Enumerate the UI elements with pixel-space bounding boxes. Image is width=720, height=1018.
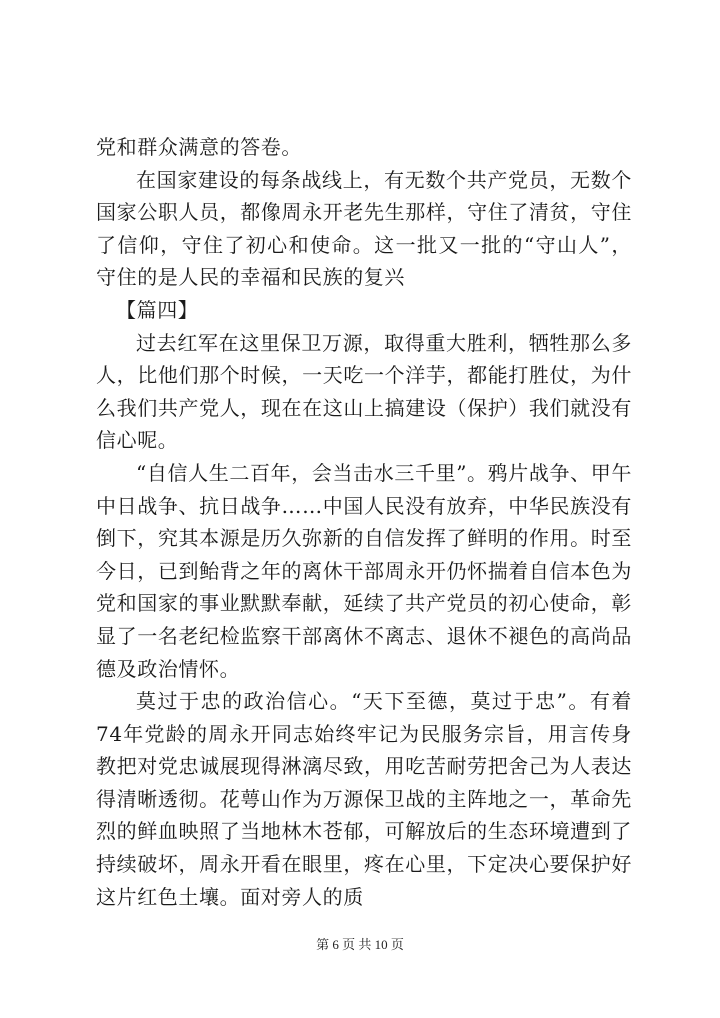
document-body (96, 131, 632, 913)
paragraph-continuation: 党和群众满意的答卷。 (96, 135, 302, 159)
paragraph-red-army: 过去红军在这里保卫万源，取得重大胜利，牺牲那么多人，比他们那个时候，一天吃一个洋芋，都能打胜仗，为什么我们共产党人，现在在这山上搞建设（保护）我们就没有信心呢。 (96, 330, 632, 453)
paragraph-self-confidence: “自信人生二百年，会当击水三千里”。鸦片战争、甲午中日战争、抗日战争……中国人民没有放弃，中华民族没有倒下，究其本源是历久弥新的自信发挥了鲜明的作用。时至今日，已到鲐背之年的离休干部周永开仍怀揣着自信本色为党和国家的事业默默奉献，延续了共产党员的初心使命，彰显了一名老纪检监察干部离休不离志、退休不褪色的高尚品德及政治情怀。 (96, 460, 632, 681)
paragraph-loyalty: 莫过于忠的政治信心。“天下至德，莫过于忠”。有着74年党龄的周永开同志始终牢记为民服务宗旨，用言传身教把对党忠诚展现得淋漓尽致，用吃苦耐劳把舍己为人表达得清晰透彻。花萼山作为万源保卫战的主阵地之一，革命先烈的鲜血映照了当地林木苍郁，可解放后的生态环境遭到了持续破坏，周永开看在眼里，疼在心里，下定决心要保护好这片红色土壤。面对旁人的质 (96, 689, 632, 909)
section-heading-part-four: 【篇四】 (116, 297, 199, 322)
page-number-footer: 第 6 页 共 10 页 (316, 937, 404, 952)
paragraph-public-servants: 在国家建设的每条战线上，有无数个共产党员，无数个国家公职人员，都像周永开老先生那样，守住了清贫，守住了信仰，守住了初心和使命。这一批又一批的“守山人”，守住的是人民的幸福和民族的复兴 (96, 167, 632, 290)
